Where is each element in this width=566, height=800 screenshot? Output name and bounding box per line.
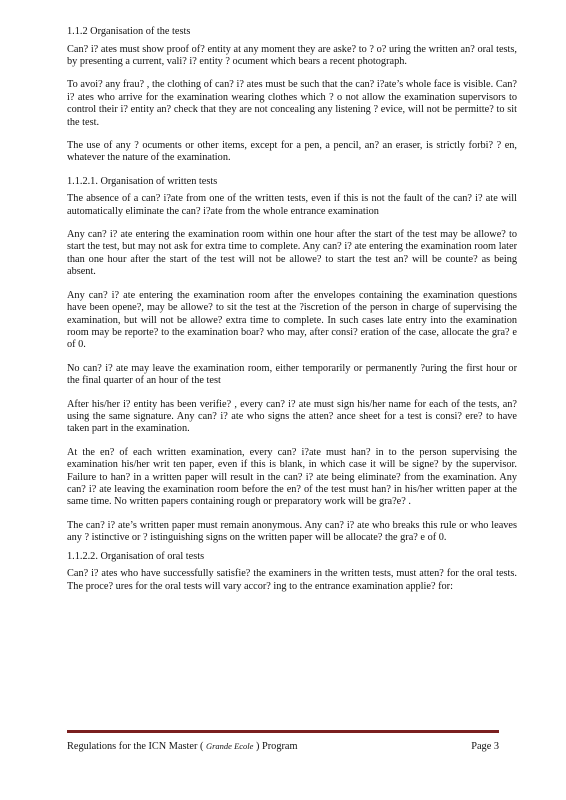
page-number: Page 3 — [471, 741, 499, 752]
footer-rule — [67, 730, 499, 733]
footer-title-prefix: Regulations for the ICN Master ( — [67, 741, 204, 752]
footer-title-suffix: ) Program — [256, 741, 298, 752]
page-body — [67, 26, 517, 604]
section-heading: 1.1.2 Organisation of the tests — [67, 26, 191, 37]
paragraph: The use of any ? ocuments or other items, except for a pen, a pencil, an? an eraser, is strictly forbi? ? en, whatever the nature of the examination. — [67, 139, 517, 164]
footer-text — [67, 741, 499, 752]
paragraph: The can? i? ate’s written paper must remain anonymous. Any can? i? ate who breaks this rule or who leaves any ? istinctive or ? istinguishing signs on the written paper will be allocate? the gra? e of 0. — [67, 519, 517, 544]
paragraph: Can? i? ates must show proof of? entity at any moment they are aske? to ? o? uring the written an? oral tests, by presenting a current, vali? i? entity ? ocument which bears a recent photograph. — [67, 43, 517, 67]
section-heading: 1.1.2.1. Organisation of written tests — [67, 175, 218, 187]
section-heading: 1.1.2.2. Organisation of oral tests — [67, 550, 205, 562]
paragraph: The absence of a can? i?ate from one of the written tests, even if this is not the fault of the can? i? ate will automatically eliminate the can? i?ate from the whole entrance examination — [67, 193, 517, 217]
paragraph: At the en? of each written examination, every can? i?ate must han? in to the person supervising the examination his/her writ ten paper, even if this is blank, in which case it will be signe? by the supervisor. Failure to han? in a written paper will result in the can? i? ate being eliminate? from the examination. Any can? i? ate leaving the examination room before the en? of the test must han? in his/her written paper at the same time. No written papers containing rough or preparatory work will be gra?e? . — [67, 446, 517, 508]
paragraph: To avoi? any frau? , the clothing of can? i? ates must be such that the can? i?ate’s whole face is visible. Can? i? ates who arrive for the examination wearing clothes which ? o not allow the examination supervisors to control their i? entity an? check that they are not concealing any listening ? evice, will not be permitte? to sit the test. — [67, 79, 517, 128]
footer-title-italic: Grande Ecole — [205, 741, 254, 751]
paragraph: No can? i? ate may leave the examination room, either temporarily or permanently ?uring the first hour or the final quarter of an hour of the test — [67, 362, 517, 387]
paragraph: Any can? i? ate entering the examination room within one hour after the start of the test may be allowe? to start the test, but may not ask for extra time to complete. Any can? i? ate entering the examination room later than one hour after the start of the test will not be allowe? to start the test an? will be counte? as being absent. — [67, 229, 517, 278]
paragraph: Any can? i? ate entering the examination room after the envelopes containing the examination questions have been opene?, may be allowe? to sit the test at the ?iscretion of the person in charge of supervising the examination, but will not be allowe? extra time to complete. In such cases late entry into the examination room may be reporte? to the examination boar? who may, after consi? eration of the case, allocate the gra? e of 0. — [67, 289, 517, 351]
paragraph: Can? i? ates who have successfully satisfie? the examiners in the written tests, must atten? for the oral tests. The proce? ures for the oral tests will vary accor? ing to the entrance examination applie? for: — [67, 568, 517, 592]
paragraph: After his/her i? entity has been verifie? , every can? i? ate must sign his/her name for each of the tests, an? using the same signature. Any can? i? ate who signs the atten? ance sheet for a test is consi? ere? to have taken part in the examination. — [67, 398, 517, 435]
footer-title — [67, 741, 297, 752]
page-footer — [67, 730, 499, 752]
